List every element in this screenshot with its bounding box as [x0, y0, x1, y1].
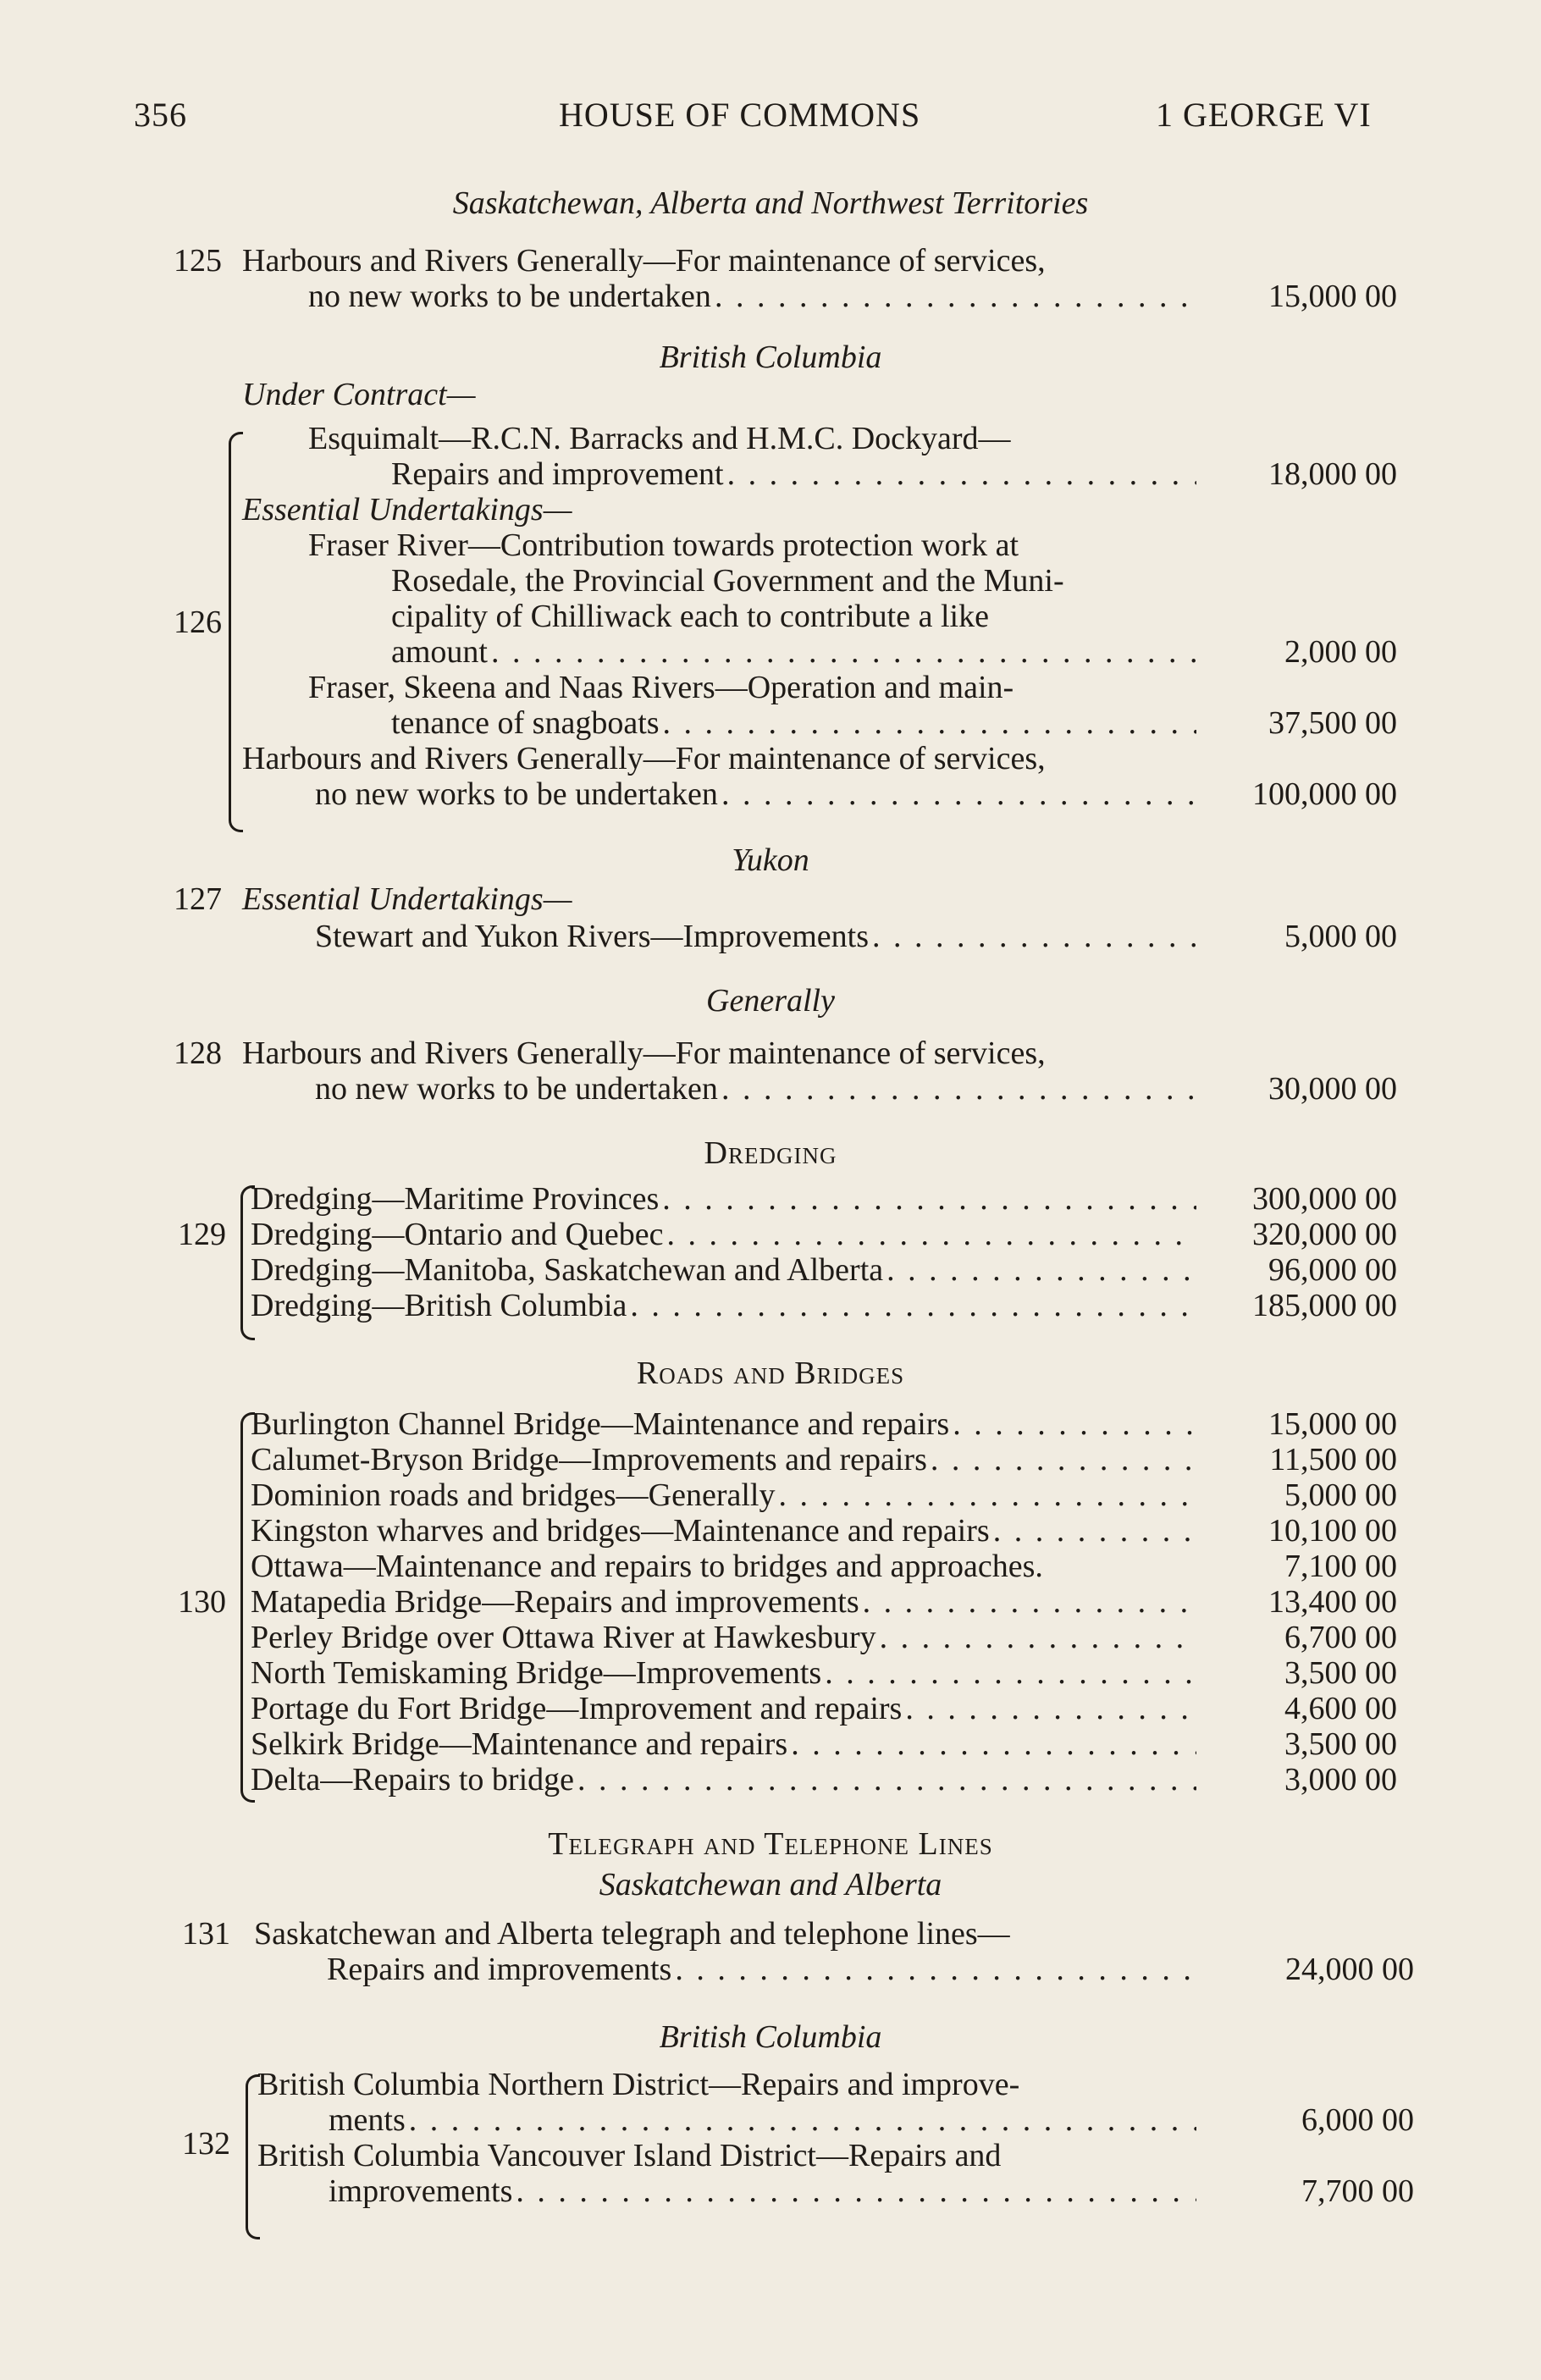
fraser-line2: Rosedale, the Provincial Government and the Muni-: [391, 563, 1064, 599]
roads-amount: 5,000 00: [1284, 1477, 1397, 1513]
roads-text: Ottawa—Maintenance and repairs to bridges and approaches.: [251, 1549, 1043, 1584]
bc-vancouver-amount: 7,700 00: [1301, 2173, 1414, 2209]
section-heading-roads-bridges: Roads and Bridges: [636, 1356, 905, 1391]
roads-text: North Temiskaming Bridge—Improvements: [251, 1655, 822, 1691]
fraser-line4: [391, 633, 1201, 671]
bc-vancouver-line2: [329, 2173, 1201, 2210]
roads-text: Calumet-Bryson Bridge—Improvements and repairs: [251, 1442, 927, 1477]
dredging-amount: 320,000 00: [1252, 1217, 1397, 1252]
section-heading-dredging: Dredging: [704, 1135, 837, 1171]
bc-vancouver-line1: British Columbia Vancouver Island District—Repairs and: [257, 2138, 1002, 2173]
dredging-amount: 300,000 00: [1252, 1181, 1397, 1217]
item-128-line1: Harbours and Rivers Generally—For maintenance of services,: [242, 1035, 1046, 1071]
item-131-line2: [327, 1951, 1201, 1988]
roads-amount: 7,100 00: [1284, 1549, 1397, 1584]
dredging-amount: 96,000 00: [1268, 1252, 1397, 1288]
dredging-row: [251, 1287, 1201, 1324]
roads-text: Dominion roads and bridges—Generally: [251, 1477, 776, 1513]
esquimalt-line1: Esquimalt—R.C.N. Barracks and H.M.C. Dockyard—: [308, 421, 1011, 456]
roads-amount: 6,700 00: [1284, 1620, 1397, 1655]
roads-row: [251, 1690, 1201, 1727]
dredging-text: Dredging—British Columbia: [251, 1288, 627, 1323]
dredging-text: Dredging—Ontario and Quebec: [251, 1217, 664, 1252]
roads-text: Portage du Fort Bridge—Improvement and repairs: [251, 1691, 903, 1726]
roads-amount: 4,600 00: [1284, 1691, 1397, 1726]
roads-row: [251, 1619, 1201, 1656]
snagboats-line2: [391, 704, 1201, 742]
dredging-row: [251, 1251, 1201, 1289]
yukon-text: Stewart and Yukon Rivers—Improvements: [315, 919, 869, 954]
harbours-bc-line2: [315, 776, 1201, 813]
harbours-bc-text: no new works to be undertaken: [315, 776, 718, 812]
item-128-text: no new works to be undertaken: [315, 1071, 718, 1107]
roads-amount: 10,100 00: [1268, 1513, 1397, 1549]
item-number-130: 130: [178, 1584, 226, 1620]
harbours-bc-line1: Harbours and Rivers Generally—For maintenance of services,: [242, 741, 1046, 776]
under-contract-label: Under Contract—: [242, 377, 476, 412]
fraser-line3: cipality of Chilliwack each to contribute a like: [391, 599, 989, 634]
esquimalt-amount: 18,000 00: [1268, 456, 1397, 492]
bc-northern-line1: British Columbia Northern District—Repairs and improve-: [257, 2067, 1020, 2102]
item-128-amount: 30,000 00: [1268, 1071, 1397, 1107]
item-125-text: no new works to be undertaken: [308, 279, 711, 314]
roads-text: Kingston wharves and bridges—Maintenance and repairs: [251, 1513, 990, 1549]
roads-row: [251, 1726, 1201, 1763]
dredging-amount: 185,000 00: [1252, 1288, 1397, 1323]
item-number-127: 127: [174, 881, 222, 917]
section-heading-telegraph: Telegraph and Telephone Lines: [548, 1826, 993, 1862]
yukon-amount: 5,000 00: [1284, 919, 1397, 954]
snagboats-line1: Fraser, Skeena and Naas Rivers—Operation and main-: [308, 670, 1014, 705]
section-heading-yukon: Yukon: [732, 842, 809, 878]
esquimalt-text: Repairs and improvement: [391, 456, 724, 492]
item-number-132: 132: [182, 2126, 230, 2162]
roads-row: [251, 1512, 1201, 1549]
dredging-text: Dredging—Manitoba, Saskatchewan and Alberta: [251, 1252, 884, 1288]
dredging-row: [251, 1180, 1201, 1218]
roads-amount: 3,500 00: [1284, 1726, 1397, 1762]
roads-row: [251, 1583, 1201, 1621]
roads-amount: 3,000 00: [1284, 1762, 1397, 1797]
item-number-125: 125: [174, 243, 222, 279]
fraser-amount: 2,000 00: [1284, 634, 1397, 670]
bc-northern-amount: 6,000 00: [1301, 2102, 1414, 2138]
section-heading-tel-saskatchewan: Saskatchewan and Alberta: [599, 1867, 942, 1902]
page-number: 356: [134, 96, 187, 134]
item-number-128: 128: [174, 1035, 222, 1071]
roads-amount: 15,000 00: [1268, 1406, 1397, 1442]
fraser-line1: Fraser River—Contribution towards protection work at: [308, 527, 1019, 563]
snagboats-text: tenance of snagboats: [391, 705, 660, 741]
roads-row: [251, 1405, 1201, 1443]
roads-amount: 13,400 00: [1268, 1584, 1397, 1620]
bc-northern-text: ments: [329, 2102, 406, 2138]
section-heading-generally: Generally: [706, 983, 835, 1019]
roads-text: Perley Bridge over Ottawa River at Hawkesbury: [251, 1620, 876, 1655]
roads-text: Burlington Channel Bridge—Maintenance and repairs: [251, 1406, 950, 1442]
brace-126-top: [229, 432, 243, 604]
roads-row: [251, 1654, 1201, 1692]
snagboats-amount: 37,500 00: [1268, 705, 1397, 741]
item-125-amount: 15,000 00: [1268, 279, 1397, 314]
essential-undertakings-label: Essential Undertakings—: [242, 492, 572, 527]
item-128-line2: [315, 1070, 1201, 1107]
item-131-text: Repairs and improvements: [327, 1952, 672, 1987]
roads-text: Matapedia Bridge—Repairs and improvements: [251, 1584, 859, 1620]
roads-text: Selkirk Bridge—Maintenance and repairs: [251, 1726, 788, 1762]
roads-amount: 3,500 00: [1284, 1655, 1397, 1691]
dredging-row: [251, 1216, 1201, 1253]
item-125-line1: Harbours and Rivers Generally—For maintenance of services,: [242, 243, 1046, 279]
esquimalt-line2: [391, 456, 1201, 493]
dredging-text: Dredging—Maritime Provinces: [251, 1181, 660, 1217]
yukon-line: [315, 918, 1201, 955]
yukon-essential-label: Essential Undertakings—: [242, 881, 572, 917]
item-125-line2: [308, 278, 1201, 315]
roads-text: Delta—Repairs to bridge: [251, 1762, 575, 1797]
page-title: HOUSE OF COMMONS: [559, 96, 921, 134]
item-131-amount: 24,000 00: [1285, 1952, 1414, 1987]
bc-vancouver-text: improvements: [329, 2173, 513, 2209]
roads-row: [251, 1548, 1201, 1585]
item-131-line1: Saskatchewan and Alberta telegraph and telephone lines—: [254, 1916, 1010, 1952]
item-number-131: 131: [182, 1916, 230, 1952]
section-heading-saskatchewan: Saskatchewan, Alberta and Northwest Territories: [452, 185, 1089, 221]
roads-row: [251, 1477, 1201, 1514]
section-heading-tel-bc: British Columbia: [659, 2019, 882, 2055]
bc-northern-line2: [329, 2101, 1201, 2139]
section-heading-british-columbia: British Columbia: [659, 340, 882, 375]
item-number-126: 126: [174, 605, 222, 640]
roads-amount: 11,500 00: [1269, 1442, 1397, 1477]
brace-126-bottom: [229, 601, 243, 832]
fraser-text: amount: [391, 634, 488, 670]
item-number-129: 129: [178, 1217, 226, 1252]
session-label: 1 GEORGE VI: [1156, 96, 1372, 134]
harbours-bc-amount: 100,000 00: [1252, 776, 1397, 812]
roads-row: [251, 1761, 1201, 1798]
roads-row: [251, 1441, 1201, 1478]
